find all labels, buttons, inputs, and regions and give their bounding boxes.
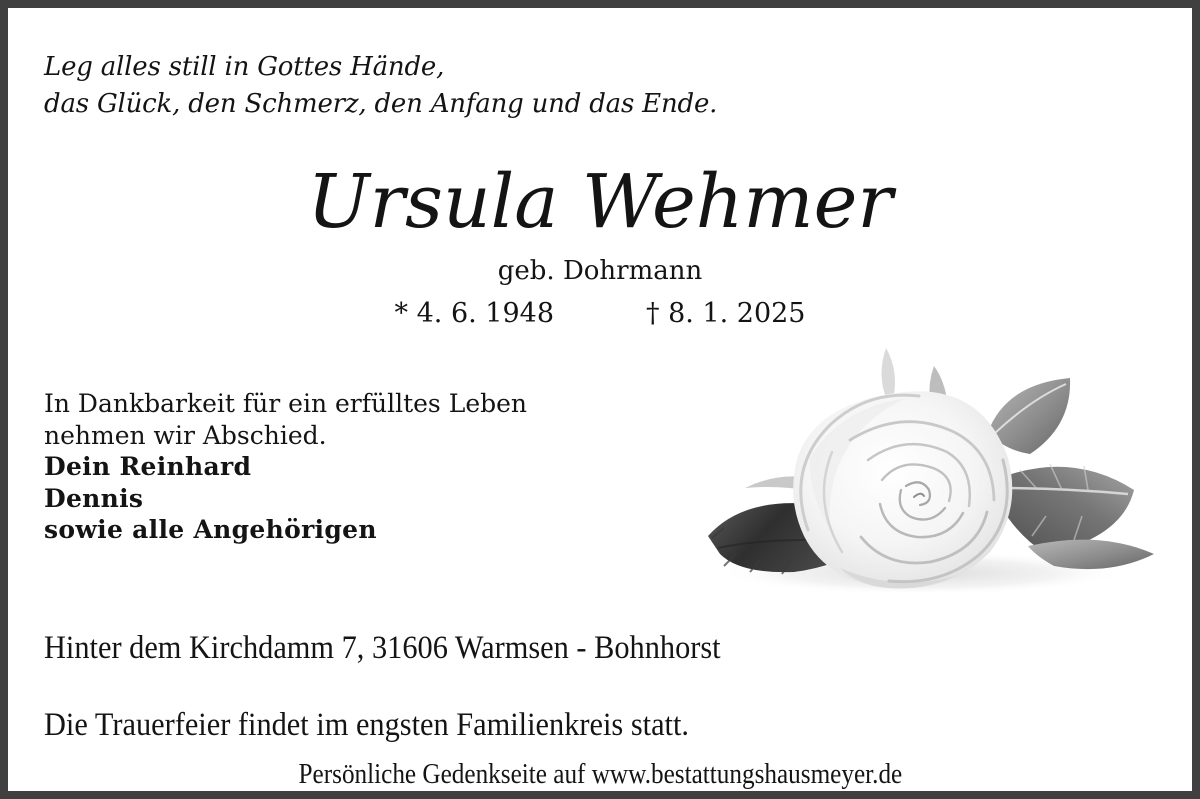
ceremony-line	[44, 707, 745, 743]
footer-text: Persönliche Gedenkseite auf www.bestattungshausmeyer.de	[298, 759, 902, 790]
memorial-quote	[44, 49, 717, 123]
mourner-1: Dein Reinhard	[44, 452, 252, 481]
address-line	[44, 630, 779, 666]
memorial-site-footer	[8, 759, 1192, 791]
birth-date: * 4. 6. 1948	[394, 298, 554, 329]
farewell-line-1: In Dankbarkeit für ein erfülltes Leben	[44, 389, 528, 418]
address-text: Hinter dem Kirchdamm 7, 31606 Warmsen - Bohnhorst	[44, 630, 721, 666]
farewell-line-2: nehmen wir Abschied.	[44, 420, 327, 450]
mourner-3: sowie alle Angehörigen	[44, 515, 377, 544]
rose-svg	[690, 340, 1170, 600]
ceremony-text: Die Trauerfeier findet im engsten Familienkreis statt.	[44, 707, 690, 743]
death-date: † 8. 1. 2025	[646, 298, 806, 329]
mourner-2: Dennis	[44, 483, 144, 513]
maiden-name: geb. Dohrmann	[497, 256, 703, 286]
quote-line-2: das Glück, den Schmerz, den Anfang und das Ende.	[44, 89, 718, 119]
rose-image	[690, 340, 1170, 600]
life-dates	[8, 298, 1192, 329]
quote-line-1: Leg alles still in Gottes Hände,	[44, 52, 445, 82]
farewell-block	[44, 388, 527, 546]
deceased-name: Ursula Wehmer	[307, 159, 893, 245]
